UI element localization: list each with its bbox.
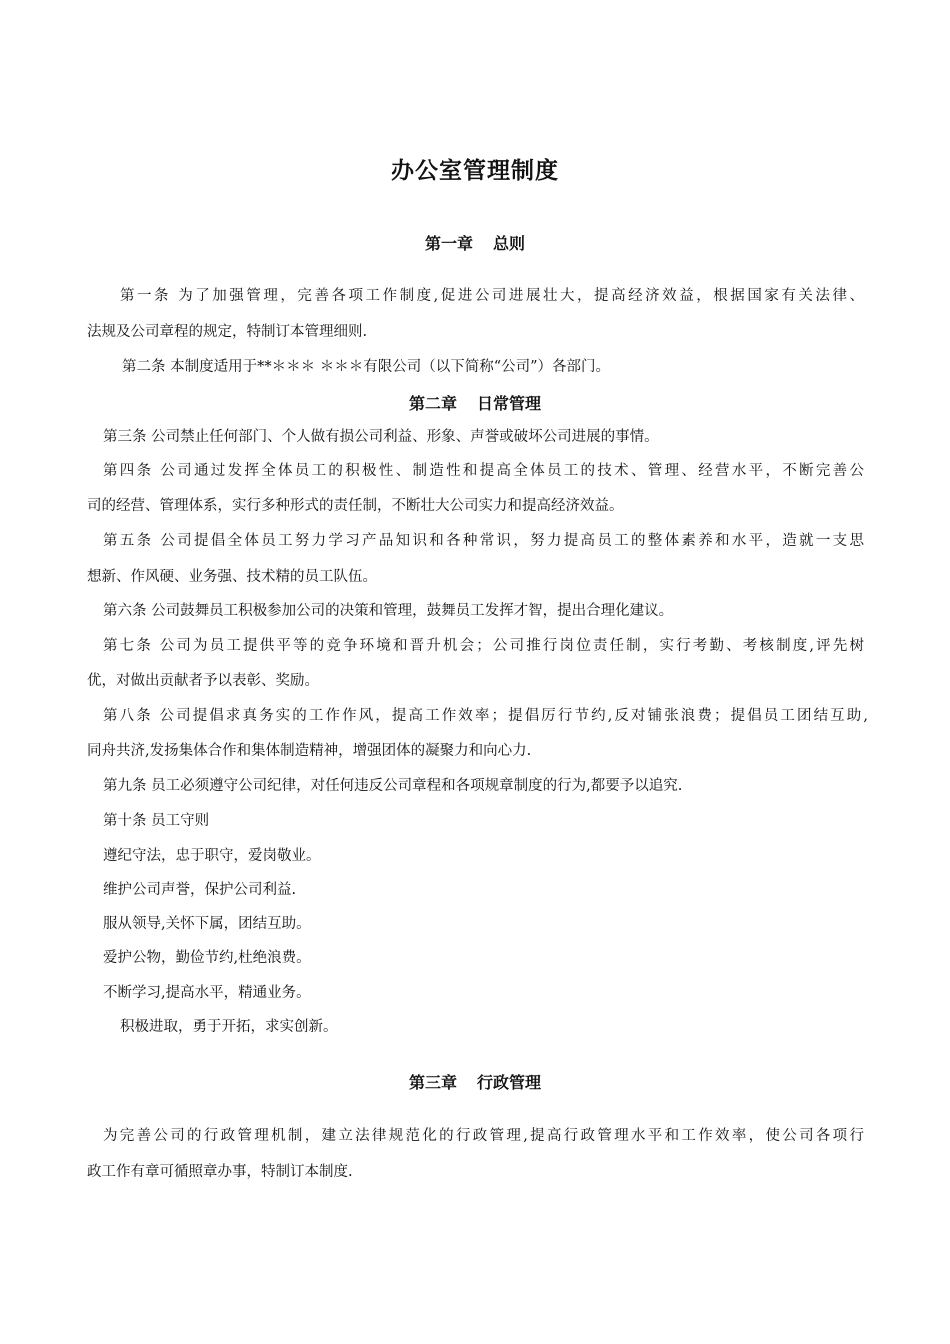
article-7-line-2: 优，对做出贡献者予以表彰、奖励。	[87, 673, 319, 689]
article-9: 第九条 员工必须遵守公司纪律，对任何违反公司章程和各项规章制度的行为,都要予以追究.	[103, 778, 683, 794]
chapter-heading-3	[0, 1070, 950, 1093]
article-1-line-1: 第一条 为了加强管理，完善各项工作制度,促进公司进展壮大，提高经济效益，根据国家有关法律、	[120, 288, 864, 304]
article-4-line-1: 第四条 公司通过发挥全体员工的积极性、制造性和提高全体员工的技术、管理、经营水平，不断完善公	[103, 463, 864, 479]
article-5-line-2: 想新、作风硬、业务强、技术精的员工队伍。	[87, 569, 377, 585]
chapter-3-intro-line-2: 政工作有章可循照章办事，特制订本制度.	[87, 1164, 353, 1180]
article-8-line-2: 同舟共济,发扬集体合作和集体制造精神，增强团体的凝聚力和向心力.	[87, 743, 532, 759]
chapter-name: 行政管理	[477, 1073, 542, 1092]
chapter-heading-2	[0, 391, 950, 414]
article-5-line-1: 第五条 公司提倡全体员工努力学习产品知识和各种常识，努力提高员工的整体素养和水平，造就一支思	[103, 533, 864, 549]
article-2: 第二条 本制度适用于**＊＊＊ ＊＊＊有限公司（以下简称“公司”）各部门。	[122, 359, 611, 375]
article-1-line-2: 法规及公司章程的规定，特制订本管理细则.	[87, 324, 368, 340]
article-8-line-1: 第八条 公司提倡求真务实的工作作风，提高工作效率；提倡厉行节约,反对铺张浪费；提倡员工团结互助,	[103, 708, 868, 724]
rule-item-3: 服从领导,关怀下属，团结互助。	[103, 916, 311, 932]
chapter-heading-1	[0, 231, 950, 254]
article-6: 第六条 公司鼓舞员工积极参加公司的决策和管理，鼓舞员工发挥才智，提出合理化建议。	[103, 603, 674, 619]
chapter-number: 第三章	[408, 1073, 457, 1092]
chapter-name: 日常管理	[477, 394, 542, 413]
chapter-name: 总则	[493, 234, 526, 253]
rule-item-5: 不断学习,提高水平，精通业务。	[103, 985, 311, 1001]
chapter-number: 第二章	[408, 394, 457, 413]
article-7-line-1: 第七条 公司为员工提供平等的竞争环境和晋升机会；公司推行岗位责任制，实行考勤、考核制度,评先树	[103, 638, 864, 654]
chapter-number: 第一章	[424, 234, 473, 253]
article-3: 第三条 公司禁止任何部门、个人做有损公司利益、形象、声誉或破坏公司进展的事情。	[103, 429, 659, 445]
rule-item-6: 积极进取，勇于开拓，求实创新。	[120, 1019, 338, 1035]
rule-item-1: 遵纪守法，忠于职守，爱岗敬业。	[103, 848, 321, 864]
rule-item-4: 爱护公物，勤俭节约,杜绝浪费。	[103, 950, 311, 966]
article-10: 第十条 员工守则	[103, 813, 210, 829]
rule-item-2: 维护公司声誉，保护公司利益.	[103, 882, 297, 898]
chapter-3-intro-line-1: 为完善公司的行政管理机制，建立法律规范化的行政管理,提高行政管理水平和工作效率，使公司各项行	[103, 1128, 864, 1144]
document-title: 办公室管理制度	[391, 158, 559, 184]
article-4-line-2: 司的经营、管理体系，实行多种形式的责任制，不断壮大公司实力和提高经济效益。	[87, 498, 624, 514]
